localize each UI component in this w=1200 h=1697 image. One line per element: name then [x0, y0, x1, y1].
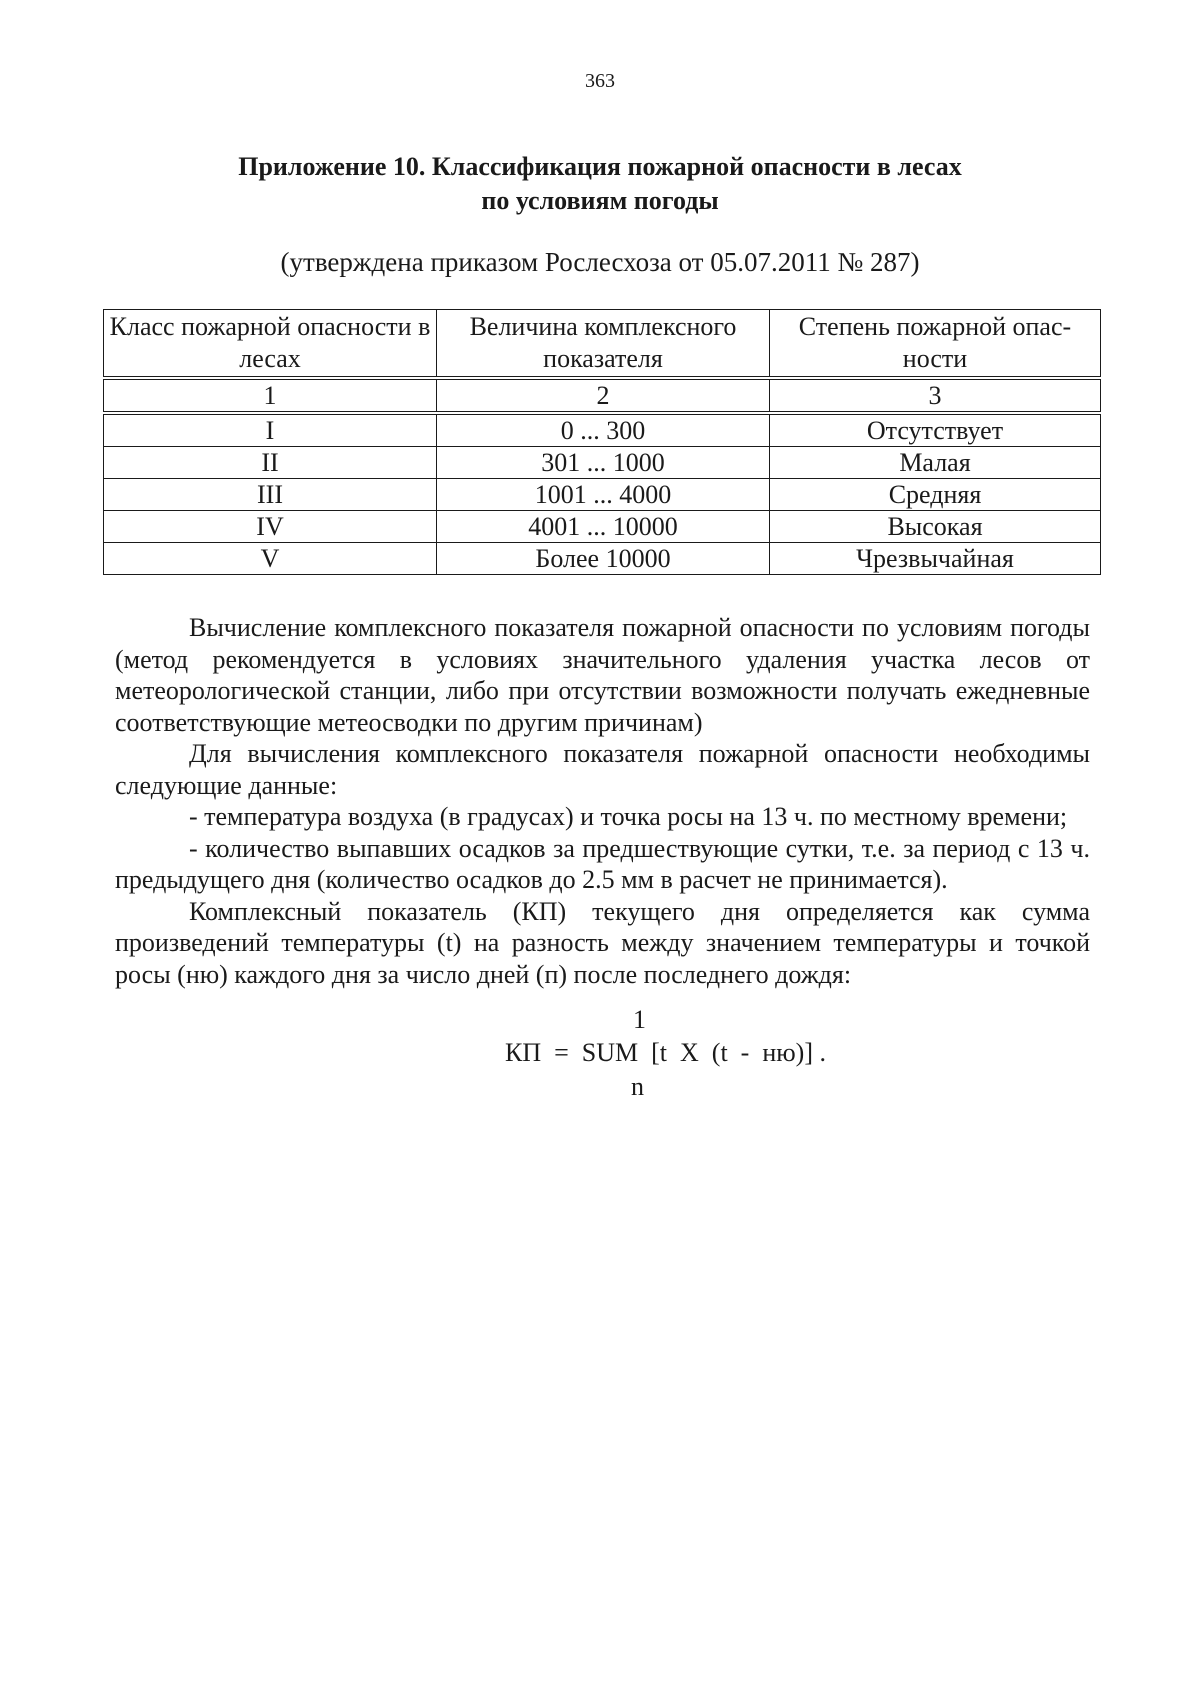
fire-danger-table: [103, 309, 1100, 575]
class-cell: V: [104, 543, 437, 575]
index-cell: Более 10000: [437, 543, 770, 575]
header-class: Класс пожарной опасности в лесах: [104, 310, 437, 379]
degree-cell: Отсутствует: [770, 413, 1101, 447]
class-cell: I: [104, 413, 437, 447]
table-header-row: [104, 310, 1101, 379]
table-row: [104, 543, 1101, 575]
page-title: [0, 150, 1200, 218]
list-item: - температура воздуха (в градусах) и точка росы на 13 ч. по местному времени;: [189, 802, 1068, 831]
column-number-row: [104, 378, 1101, 413]
title-line-2: по условиям погоды: [481, 186, 719, 215]
degree-cell: Средняя: [770, 479, 1101, 511]
table-row: [104, 413, 1101, 447]
body-text: [115, 612, 1090, 990]
formula-expression: КП = SUM [t X (t - ню)] .: [505, 1038, 826, 1067]
table-row: [104, 479, 1101, 511]
class-cell: III: [104, 479, 437, 511]
class-cell: IV: [104, 511, 437, 543]
page-number: 363: [585, 70, 615, 92]
paragraph: Комплексный показатель (КП) текущего дня определяется как сумма произведений температуры (t) на разность между значением температуры и точкой росы (ню) каждого дня за число дней (п) после последнего дождя:: [115, 896, 1090, 989]
list-item: - количество выпавших осадков за предшествующие сутки, т.е. за период с 13 ч. предыдущего дня (количество осадков до 2.5 мм в расчет не принимается).: [115, 833, 1090, 894]
header-index-value: Величина комплексного показателя: [437, 310, 770, 379]
degree-cell: Чрезвычайная: [770, 543, 1101, 575]
index-cell: 4001 ... 10000: [437, 511, 770, 543]
header-danger-degree: Степень пожарной опас-ности: [770, 310, 1101, 379]
paragraph: Для вычисления комплексного показателя пожарной опасности необходимы следующие данные:: [115, 739, 1090, 800]
degree-cell: Малая: [770, 447, 1101, 479]
formula-lower-limit: n: [631, 1072, 644, 1101]
title-line-1: Приложение 10. Классификация пожарной опасности в лесах: [238, 152, 962, 181]
degree-cell: Высокая: [770, 511, 1101, 543]
class-cell: II: [104, 447, 437, 479]
paragraph: Вычисление комплексного показателя пожарной опасности по условиям погоды (метод рекомендуется в условиях значительного удаления участка лесов от метеорологической станции, либо при отсутствии возможности получать ежедневные соответствующие метеосводки по другим причинам): [115, 613, 1090, 737]
table-row: [104, 511, 1101, 543]
approval-note: (утверждена приказом Рослесхоза от 05.07.2011 № 287): [280, 247, 920, 277]
column-number: 3: [770, 378, 1101, 413]
table-row: [104, 447, 1101, 479]
index-cell: 1001 ... 4000: [437, 479, 770, 511]
column-number: 2: [437, 378, 770, 413]
index-cell: 301 ... 1000: [437, 447, 770, 479]
index-cell: 0 ... 300: [437, 413, 770, 447]
column-number: 1: [104, 378, 437, 413]
formula-upper-limit: 1: [633, 1005, 646, 1034]
